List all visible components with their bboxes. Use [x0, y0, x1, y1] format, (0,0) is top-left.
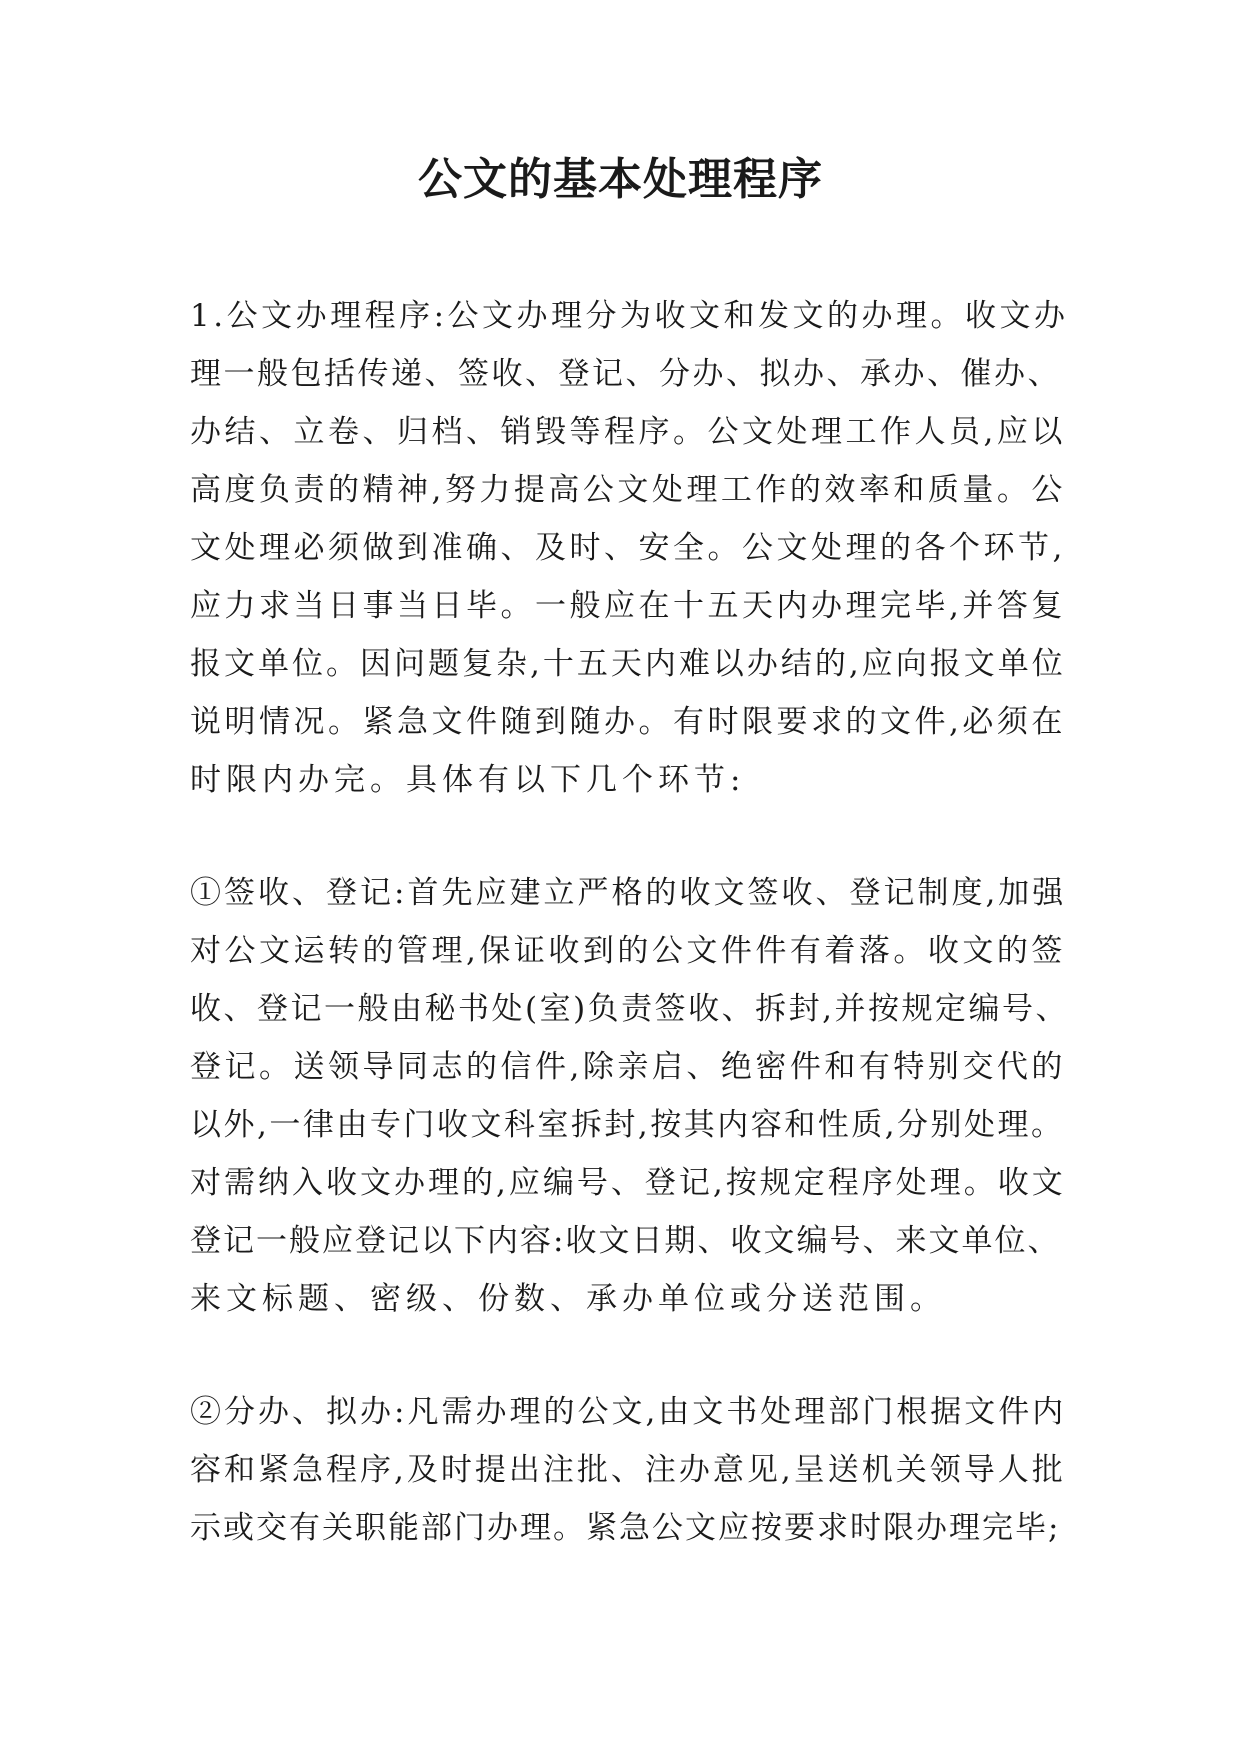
text-line: ②分办、拟办:凡需办理的公文,由文书处理部门根据文件内: [190, 1394, 1067, 1430]
text-line: 高度负责的精神,努力提高公文处理工作的效率和质量。公: [190, 472, 1066, 508]
text-line: 报文单位。因问题复杂,十五天内难以办结的,应向报文单位: [190, 646, 1066, 682]
text-line: 收、登记一般由秘书处(室)负责签收、拆封,并按规定编号、: [190, 991, 1070, 1027]
paragraph-sign-register: [190, 864, 1070, 1328]
text-line: 理一般包括传递、签收、登记、分办、拟办、承办、催办、: [190, 356, 1061, 392]
text-line: 对需纳入收文办理的,应编号、登记,按规定程序处理。收文: [190, 1165, 1066, 1201]
text-line: 应力求当日事当日毕。一般应在十五天内办理完毕,并答复: [190, 588, 1066, 624]
text-line: 登记一般应登记以下内容:收文日期、收文编号、来文单位、: [190, 1223, 1061, 1259]
text-line: 时限内办完。具体有以下几个环节:: [190, 762, 746, 798]
text-line: 以外,一律由专门收文科室拆封,按其内容和性质,分别处理。: [190, 1107, 1065, 1143]
text-line: ①签收、登记:首先应建立严格的收文签收、登记制度,加强: [190, 875, 1067, 911]
text-line: 来文标题、密级、份数、承办单位或分送范围。: [190, 1281, 946, 1317]
text-line: 办结、立卷、归档、销毁等程序。公文处理工作人员,应以: [190, 414, 1066, 450]
text-line: 文处理必须做到准确、及时、安全。公文处理的各个环节,: [190, 530, 1066, 566]
text-line: 对公文运转的管理,保证收到的公文件件有着落。收文的签: [190, 933, 1066, 969]
text-line: 登记。送领导同志的信件,除亲启、绝密件和有特别交代的: [190, 1049, 1066, 1085]
document-title: 公文的基本处理程序: [418, 154, 823, 205]
text-line: 1.公文办理程序:公文办理分为收文和发文的办理。收文办: [190, 298, 1069, 334]
paragraph-document-procedure: [190, 287, 1070, 809]
text-line: 容和紧急程序,及时提出注批、注办意见,呈送机关领导人批: [190, 1452, 1066, 1488]
text-line: 说明情况。紧急文件随到随办。有时限要求的文件,必须在: [190, 704, 1066, 740]
text-line: 示或交有关职能部门办理。紧急公文应按要求时限办理完毕;: [190, 1510, 1061, 1546]
paragraph-distribute-draft: [190, 1383, 1070, 1557]
